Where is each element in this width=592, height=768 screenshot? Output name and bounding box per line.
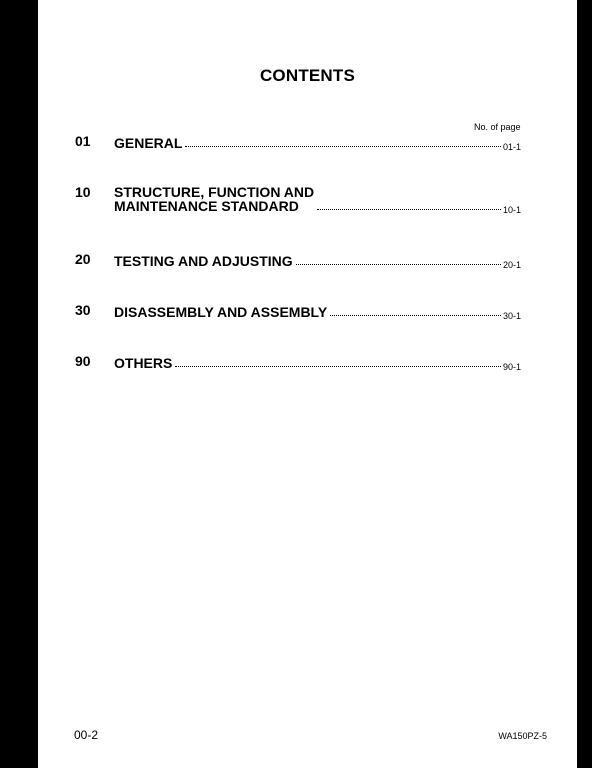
toc-entry-line [114, 251, 521, 268]
toc-entry-page: 90-1 [502, 362, 521, 372]
footer-page-number: 00-2 [74, 728, 99, 742]
toc-entry-title: OTHERS [114, 355, 173, 371]
toc-entry-number: 01 [75, 133, 91, 149]
toc-entry-number: 10 [75, 184, 91, 200]
toc-entry-line [114, 133, 521, 150]
toc-entry-title: TESTING AND ADJUSTING [114, 253, 293, 269]
toc-entry-page: 01-1 [502, 142, 521, 152]
toc-entry-title-line2: MAINTENANCE STANDARD [114, 198, 299, 214]
toc-entry-title-line1: STRUCTURE, FUNCTION AND [114, 184, 315, 200]
toc-entry-number: 30 [75, 302, 91, 318]
toc-entry-page: 20-1 [502, 260, 521, 270]
document-page [38, 0, 577, 768]
toc-entry-testing[interactable] [75, 251, 521, 281]
toc-entry-number: 90 [75, 353, 91, 369]
toc-entry-disassembly[interactable] [75, 302, 521, 332]
toc-entry-title-stack [114, 185, 314, 213]
toc-entry-others[interactable] [75, 353, 521, 383]
toc-entry-title: GENERAL [114, 135, 183, 151]
toc-entry-page: 10-1 [502, 205, 521, 215]
dot-leader [317, 208, 501, 210]
dot-leader [185, 145, 501, 147]
toc-entry-line [114, 353, 521, 370]
toc-entry-structure[interactable] [75, 184, 521, 214]
footer-model-code: WA150PZ-5 [498, 731, 547, 741]
toc-entry-number: 20 [75, 251, 91, 267]
toc-entry-line [114, 184, 521, 213]
toc-entry-title: DISASSEMBLY AND ASSEMBLY [114, 304, 328, 320]
dot-leader [296, 263, 501, 265]
toc-entry-line [114, 302, 521, 319]
dot-leader [175, 365, 501, 367]
page-number-column-header: No. of page [474, 122, 521, 132]
toc-entry-page: 30-1 [502, 311, 521, 321]
page-title: CONTENTS [259, 66, 356, 85]
toc-entry-general[interactable] [75, 133, 521, 163]
dot-leader [330, 314, 501, 316]
